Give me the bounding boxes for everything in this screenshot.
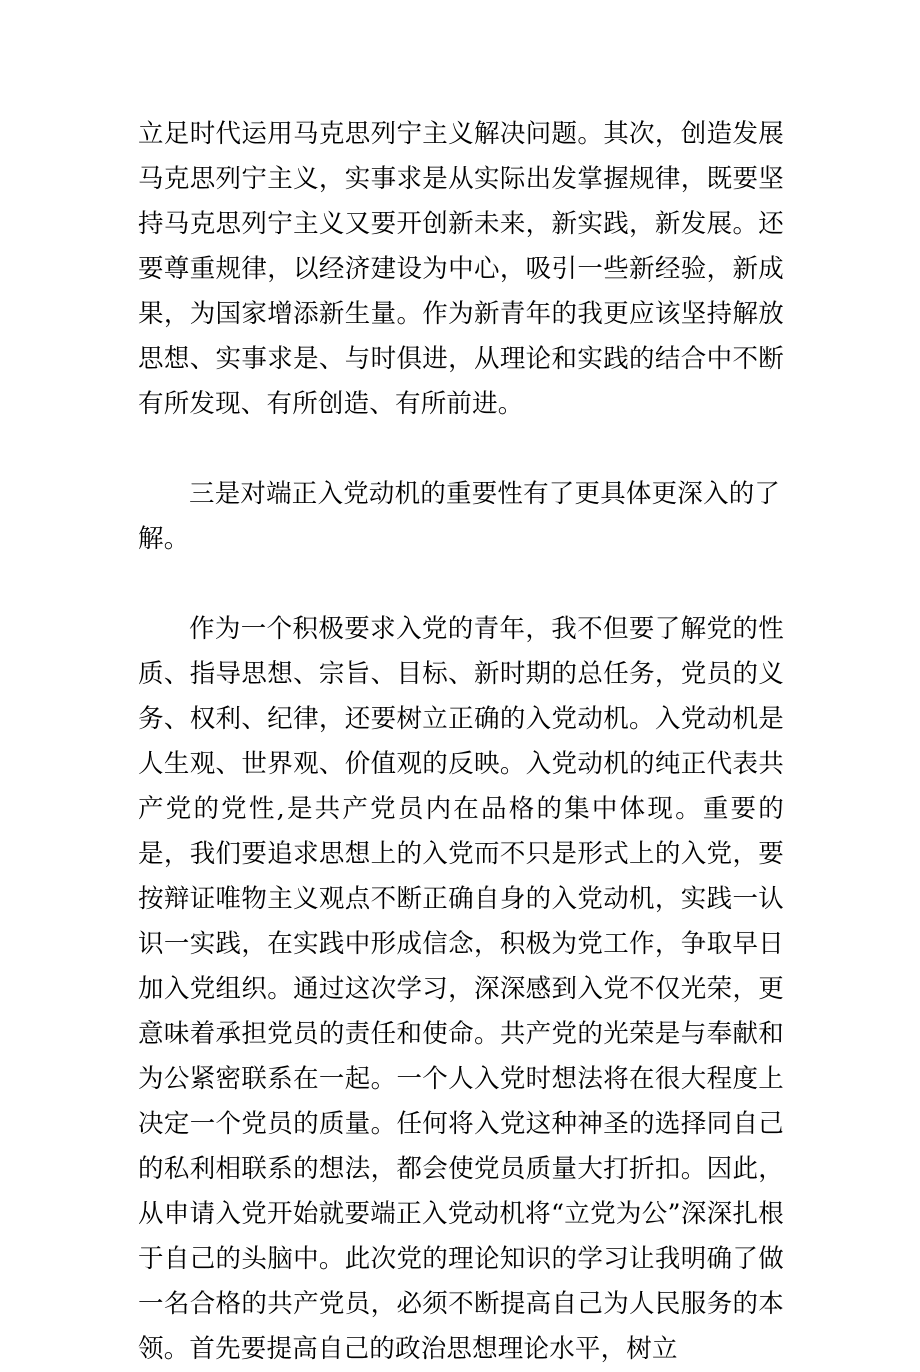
paragraph-continuation: 立足时代运用马克思列宁主义解决问题。其次，创造发展马克思列宁主义，实事求是从实际出发掌握规律，既要坚持马克思列宁主义又要开创新未来，新实践，新发展。还要尊重规律，以经济建设为中心，吸引一些新经验，新成果，为国家增添新生量。作为新青年的我更应该坚持解放思想、实事求是、与时俱进，从理论和实践的结合中不断有所发现、有所创造、有所前进。: [138, 119, 784, 419]
paragraph-body: 作为一个积极要求入党的青年，我不但要了解党的性质、指导思想、宗旨、目标、新时期的总任务，党员的义务、权利、纪律，还要树立正确的入党动机。入党动机是人生观、世界观、价值观的反映。入党动机的纯正代表共产党的党性,是共产党员内在品格的集中体现。重要的是，我们要追求思想上的入党而不只是形式上的入党，要按辩证唯物主义观点不断正确自身的入党动机，实践一认识一实践，在实践中形成信念，积极为党工作，争取早日加入党组织。通过这次学习，深深感到入党不仅光荣，更意味着承担党员的责任和使命。共产党的光荣是与奉献和为公紧密联系在一起。一个人入党时想法将在很大程度上决定一个党员的质量。任何将入党这种神圣的选择同自己的私利相联系的想法，都会使党员质量大打折扣。因此，从申请入党开始就要端正入党动机将“立党为公”深深扎根于自己的头脑中。此次党的理论知识的学习让我明确了做一名合格的共产党员，必须不断提高自己为人民服务的本领。首先要提高自己的政治思想理论水平，树立: [138, 614, 784, 1364]
paragraph-heading-point-three: 三是对端正入党动机的重要性有了更具体更深入的了解。: [138, 479, 781, 554]
document-body: [138, 112, 784, 1372]
